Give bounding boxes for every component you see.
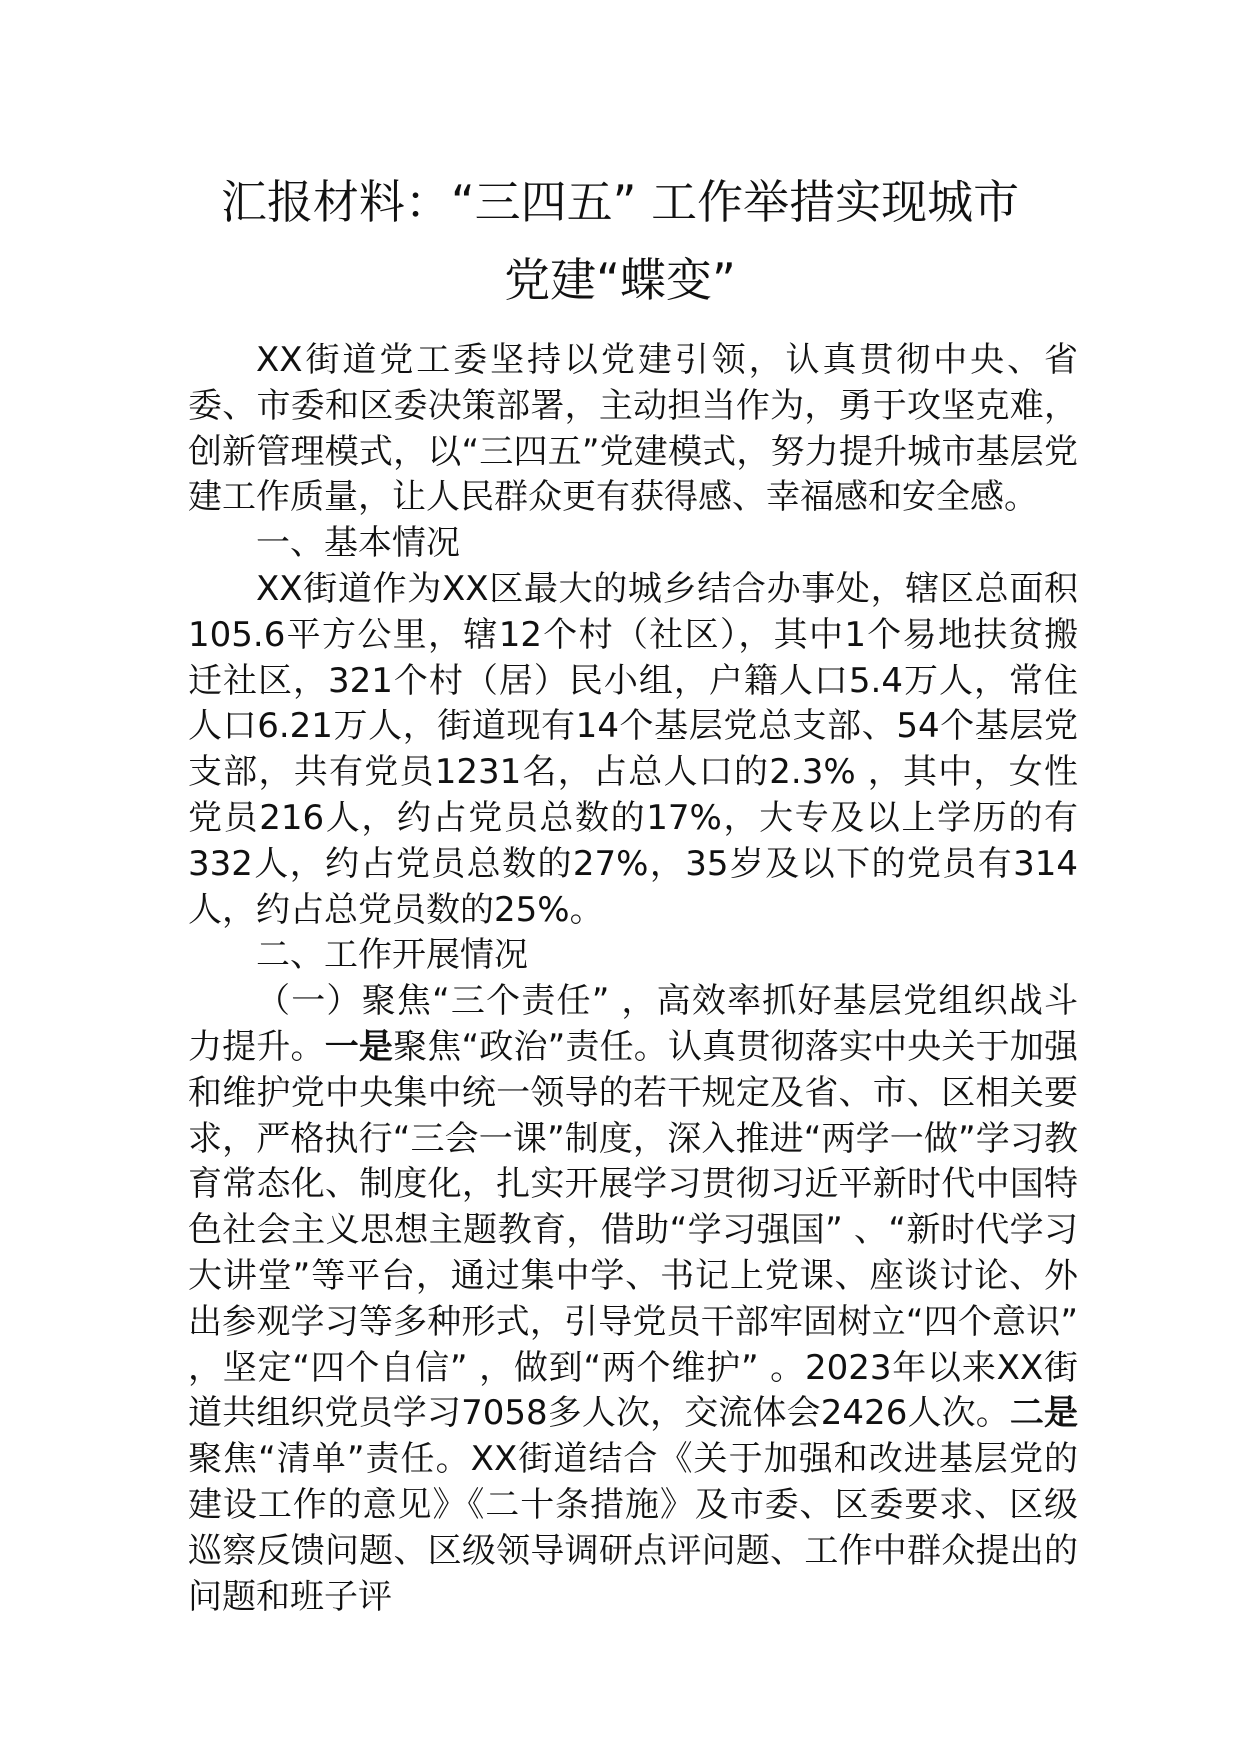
section-2-heading: 二、工作开展情况 bbox=[256, 935, 528, 976]
intro-paragraph: XX街道党工委坚持以党建引领，认真贯彻中央、省委、市委和区委决策部署，主动担当作为，勇于攻坚克难，创新管理模式，以“三四五”党建模式，努力提升城市基层党建工作质量，让人民群众更有获得感、幸福感和安全感。 bbox=[188, 340, 1078, 518]
subsection-lead: （一）聚焦“三个责任” ，高效率抓好基层党组织战斗力提升。 bbox=[188, 981, 1078, 1067]
document-title-line-2: 党建“蝶变” bbox=[504, 253, 736, 307]
point-one-marker: 一是 bbox=[324, 1026, 394, 1067]
point-one-text: 聚焦“政治”责任。认真贯彻落实中央关于加强和维护党中央集中统一领导的若干规定及省、市、区相关要求，严格执行“三会一课”制度，深入推进“两学一做”学习教育常态化、制度化，扎实开展学习贯彻习近平新时代中国特色社会主义思想主题教育，借助“学习强国” 、“新时代学习大讲堂”等平台，通过集中学、书记上党课、座谈讨论、外出参观学习等多种形式，引导党员干部牢固树立“四个意识” ，坚定“四个自信” ，做到“两个维护” 。2023年以来XX街道共组织党员学习7058多人次，交流体会2426人次。 bbox=[188, 1026, 1079, 1434]
document-title-line-1: 汇报材料：“三四五” 工作举措实现城市 bbox=[220, 175, 1020, 229]
section-1-heading: 一、基本情况 bbox=[256, 523, 460, 564]
point-two-text: 聚焦“清单”责任。XX街道结合《关于加强和改进基层党的建设工作的意见》《二十条措施》及市委、区委要求、区级巡察反馈问题、区级领导调研点评问题、工作中群众提出的问题和班子评 bbox=[188, 1439, 1078, 1617]
document-body bbox=[188, 338, 1078, 1620]
section-2-paragraph bbox=[188, 979, 1078, 1620]
section-1-paragraph: XX街道作为XX区最大的城乡结合办事处，辖区总面积105.6平方公里，辖12个村（社区），其中1个易地扶贫搬迁社区，321个村（居）民小组，户籍人口5.4万人，常住人口6.21万人，街道现有14个基层党总支部、54个基层党支部，共有党员1231名，占总人口的2.3% ，其中，女性党员216人，约占党员总数的17%，大专及以上学历的有332人，约占党员总数的27%，35岁及以下的党员有314人，约占总党员数的25%。 bbox=[188, 568, 1078, 930]
point-two-marker: 二是 bbox=[1009, 1393, 1078, 1434]
